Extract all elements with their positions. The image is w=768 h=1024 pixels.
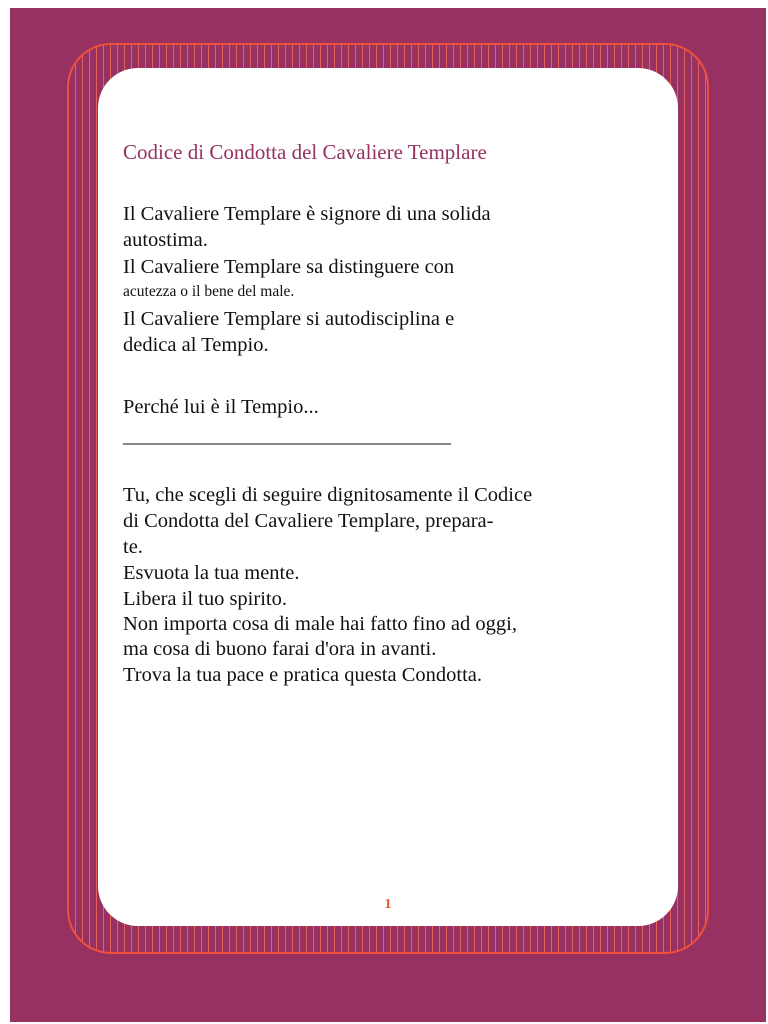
text-line: autostima. [123,229,208,251]
separator-line: ________________________________ [123,425,451,447]
text-line: Trova la tua pace e pratica questa Condotta. [123,664,483,686]
text-line: Il Cavaliere Templare si autodisciplina e [123,308,455,330]
text-line: Non importa cosa di male hai fatto fino ad oggi, [123,613,517,635]
page-number: 1 [384,897,392,912]
text-line: ma cosa di buono farai d'ora in avanti. [123,638,437,660]
page-title: Codice di Condotta del Cavaliere Templare [123,140,487,164]
text-line: di Condotta del Cavaliere Templare, prepara- [123,510,494,532]
text-line: te. [123,536,143,558]
text-line: Libera il tuo spirito. [123,588,287,610]
text-line: acutezza o il bene del male. [123,283,295,300]
text-line: Il Cavaliere Templare è signore di una solida [123,203,491,225]
text-line: Perché lui è il Tempio... [123,396,319,418]
text-line: Il Cavaliere Templare sa distinguere con [123,256,455,278]
text-line: Tu, che scegli di seguire dignitosamente il Codice [123,484,533,506]
text-line: dedica al Tempio. [123,334,269,356]
text-line: Esvuota la tua mente. [123,562,300,584]
